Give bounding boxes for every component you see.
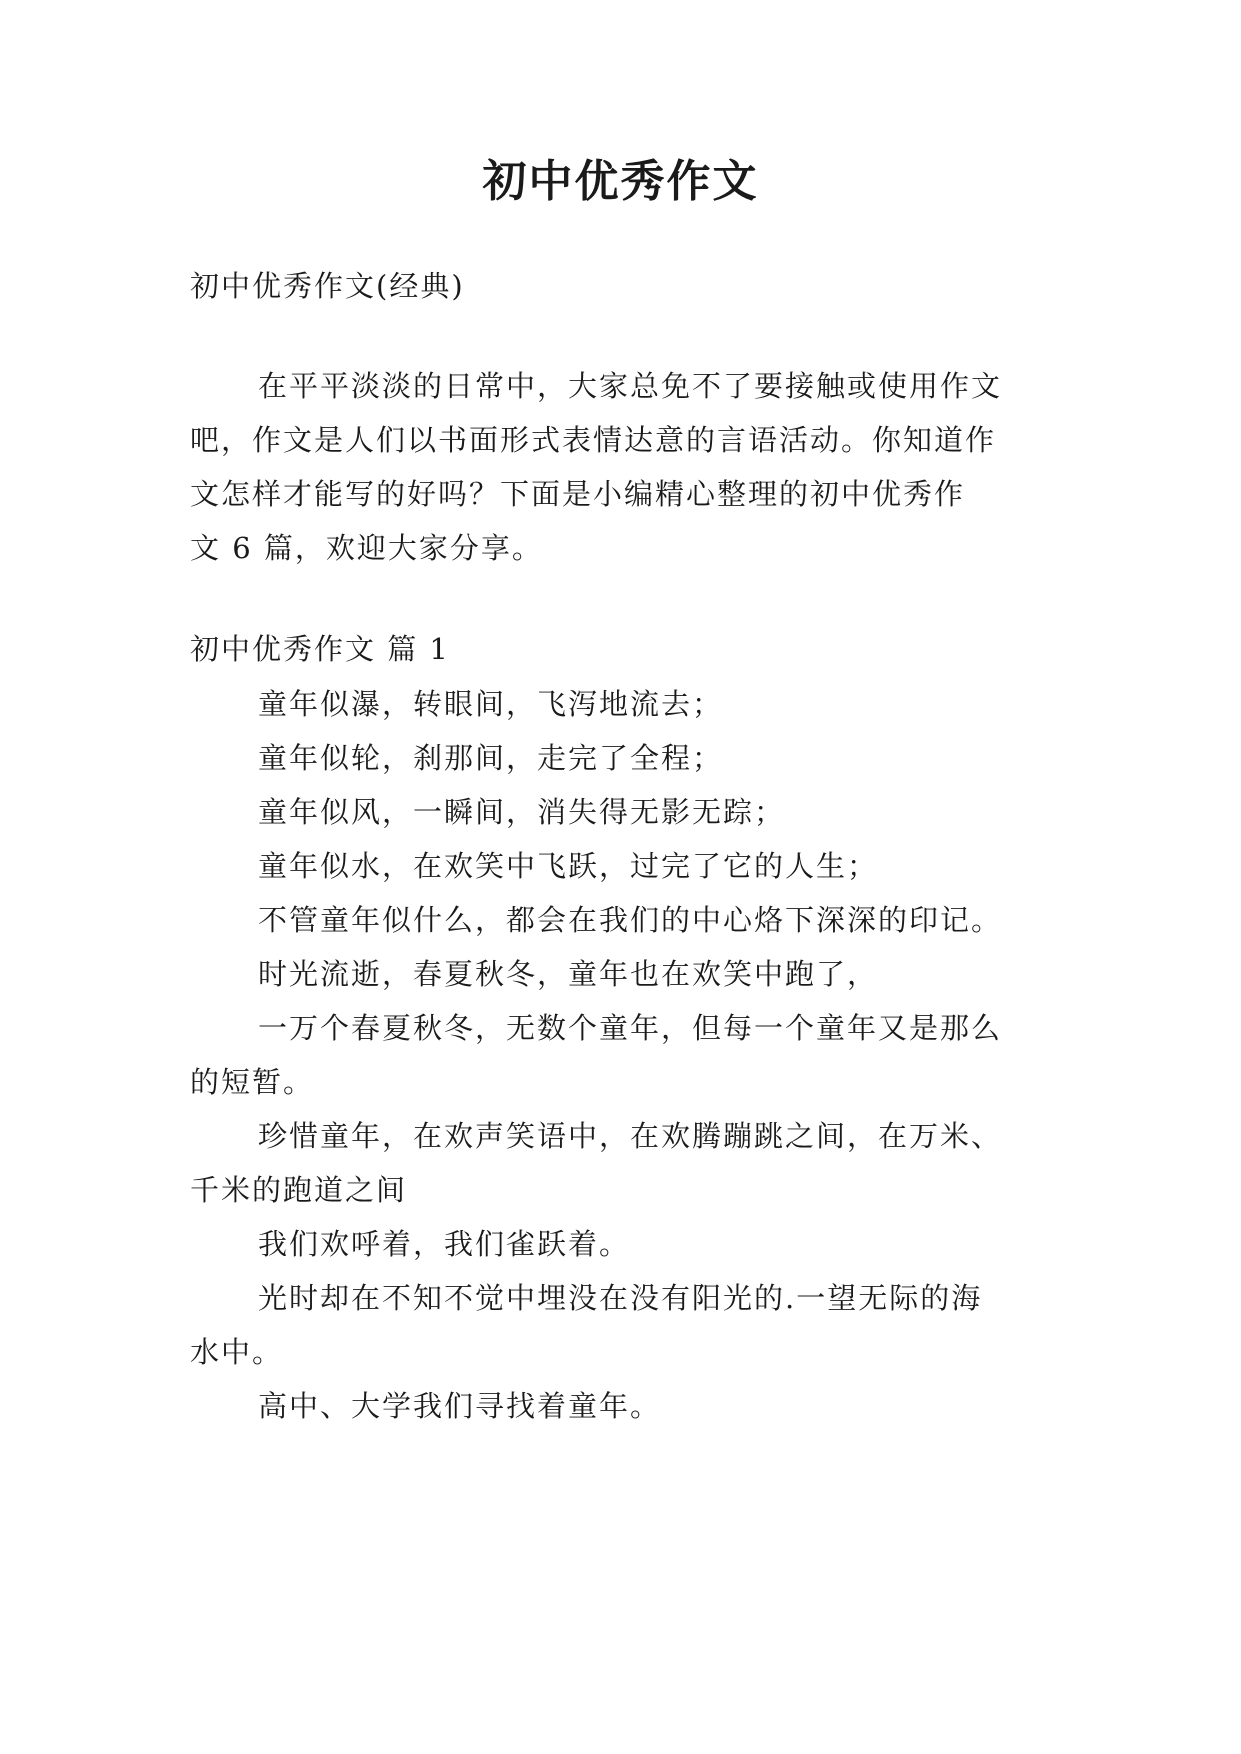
document-title: 初中优秀作文	[482, 156, 759, 207]
essay-line: 水中。	[190, 1335, 284, 1369]
essay-line: 珍惜童年，在欢声笑语中，在欢腾蹦跳之间，在万米、	[258, 1119, 1003, 1153]
intro-line: 文 6 篇，欢迎大家分享。	[190, 531, 543, 565]
essay-line: 一万个春夏秋冬，无数个童年，但每一个童年又是那么	[258, 1011, 1003, 1045]
intro-line: 吧，作文是人们以书面形式表情达意的言语活动。你知道作	[190, 423, 997, 457]
essay-line: 我们欢呼着，我们雀跃着。	[258, 1227, 631, 1261]
section-heading: 初中优秀作文 篇 1	[190, 632, 450, 666]
essay-line: 童年似轮，刹那间，走完了全程；	[258, 741, 724, 775]
essay-line: 千米的跑道之间	[190, 1173, 408, 1207]
essay-line: 童年似风，一瞬间，消失得无影无踪；	[258, 795, 786, 829]
essay-line: 光时却在不知不觉中埋没在没有阳光的.一望无际的海	[258, 1281, 983, 1315]
essay-line: 童年似瀑，转眼间，飞泻地流去；	[258, 687, 724, 721]
essay-line: 童年似水，在欢笑中飞跃，过完了它的人生；	[258, 849, 879, 883]
intro-line: 文怎样才能写的好吗？下面是小编精心整理的初中优秀作	[190, 477, 966, 511]
essay-line: 时光流逝，春夏秋冬，童年也在欢笑中跑了，	[258, 957, 879, 991]
document-subtitle: 初中优秀作文(经典)	[190, 269, 465, 303]
intro-line: 在平平淡淡的日常中，大家总免不了要接触或使用作文	[258, 369, 1003, 403]
essay-line: 的短暂。	[190, 1065, 315, 1099]
essay-line: 不管童年似什么，都会在我们的中心烙下深深的印记。	[258, 903, 1003, 937]
essay-line: 高中、大学我们寻找着童年。	[258, 1389, 662, 1423]
